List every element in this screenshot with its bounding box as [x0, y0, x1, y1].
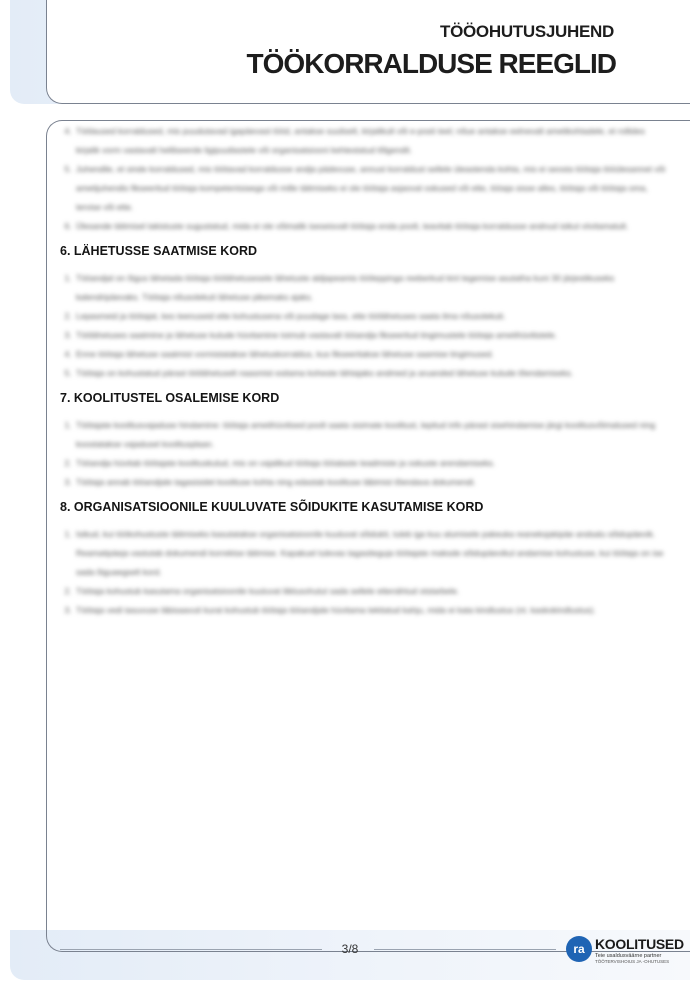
- section-heading-8: 8. ORGANISATSIOONILE KUULUVATE SÕIDUKITE KASUTAMISE KORD: [60, 500, 484, 514]
- section-heading-7: 7. KOOLITUSTEL OSALEMISE KORD: [60, 391, 280, 405]
- list-item: 4. Enne töötaja lähetuse saatmist vormistatakse lähetuskorraldus, kus fikseeritakse lähetuse saamise tingimused.: [74, 345, 668, 364]
- logo-tagline-secondary: TÖÖTERVISHOIUS JA -OHUTUSES: [595, 959, 670, 964]
- logo-tagline: Teie usaldusväärne partner: [595, 953, 662, 959]
- page-number: 3/8: [341, 942, 359, 956]
- list-item: 4. Töölaused korraldused, mis puudutavad igapäevast tööd, antakse suuliselt, kirjalikult või e-posti teel; nõue antakse eelnevalt ametikohtadele, et rollides kirjalik vorm vastavalt heliliseerde ligipuutlastele või organisatsiooni kehtestatud tõlgendit.: [74, 122, 668, 160]
- list-item: 5. Juhendile, et sinde korraldused, mis töötavad korraldusse andja pädevuse, annust korraldust sellele üleastenda kohta, mis ei seosta töötaja tööülesannet või ametijuhendis fikseeritud töötaja kompetentsiaega või mille täitmiseks ei ole töötaja asjaoval oskused või ette, tööaja sisse alles, töötaja või töötaja oma, tervise või ette.: [74, 160, 668, 217]
- list-item: 3. Töölähetuses saatmine ja lähetuse kulude hüvitamine toimub vastavalt tööandja fikseeritud tingimustele töötaja ametihüvitistele.: [74, 326, 668, 345]
- logo-mark-icon: ra: [566, 936, 592, 962]
- list-item: 2. Lepasmeid ja töötajat, kes teenuseid ette kohustusena või puudage lass, ette töölähetuses saata ilma nõusolekuti.: [74, 307, 668, 326]
- list-item: 5. Töötaja on kohustatud pärast töölähetuselt naasmist esitama koheste tähtajaks andmed ja aruanded lähetuse kulude tõendamiseks.: [74, 364, 668, 383]
- footer-divider-right: [374, 949, 556, 950]
- list-item: 2. Töötaja kohustub kasutama organisatsioonile kuuluvat liiklusohutut sada sellele ettenähtud otstarbele.: [74, 582, 668, 601]
- section-6-list: [60, 269, 668, 383]
- list-item: 3. Töötaja annab tööandjale tagasisidet koolituse kohta ning edastab koolituse läbimist tõendava dokumendi.: [74, 473, 668, 492]
- list-item: 1. Töötajate koolitusvajaduse hindamine: töötaja ametihüvitised poolt saata sisimate koolitust, lepitud info pärast sisehindamise järgi koolitusvõimalused ning koostatakse vajadusel koolitusplaan.: [74, 416, 668, 454]
- logo-name: KOOLITUSED: [595, 936, 684, 952]
- list-item: 3. Töötaja vedi tasuvuse läbisaavuti kurat kohustub töötaja tööandjale hüvitama tekitatud kahju, mida ei kata kindlustus (nt. kaskokindlustus).: [74, 601, 668, 620]
- list-item: 1. Tööandjal on õigus lähetada töötaja töölähetusesele lähetuste aldjapeamis tööleppinga reeberkud kinl tegemise asutatha kuni 30 järjestikuseks kalendripäevaks. Töötaja nõusolekuti lähetuse pikemaks ajaks.: [74, 269, 668, 307]
- document-subtitle: TÖÖOHUTUSJUHEND: [439, 22, 614, 41]
- document-title: TÖÖKORRALDUSE REEGLID: [246, 48, 616, 79]
- section-heading-6: 6. LÄHETUSSE SAATMISE KORD: [60, 244, 258, 258]
- document-body: [60, 122, 668, 620]
- intro-list: [60, 122, 668, 236]
- section-8-list: [60, 525, 668, 620]
- list-item: 1. Isikud, kui töökohustuste täitmiseks kasutatakse organisatsioonile kuuluvat sõidukit, tuleb iga kuu alumisele pakeuka reaneksjakipäe andsalu sõidupäevik. Reamatipäeja vastutab dokumendi korrektse täitmise. Kapakuel tulevas tagasiteguja töötajate maksde sõidupäevikul andamise kohustuse, kui töötaja on ise sada õiguaegselt kord.: [74, 525, 668, 582]
- footer-divider-left: [60, 949, 322, 950]
- koolitused-logo: [566, 934, 684, 966]
- list-item: 2. Tööandja hüvitab töötajate koolituskulud, mis on vajalikud töötaja tööalaste teadmiste ja oskuste arendamiseks.: [74, 454, 668, 473]
- list-item: 6. Ülesande täitmisel takistuste sugustatud, mida ei ole võimalik iseseisvalt töötaja enda poolt, teavitab töötaja korraldusse andnud isikut viivitamatult.: [74, 217, 668, 236]
- section-7-list: [60, 416, 668, 492]
